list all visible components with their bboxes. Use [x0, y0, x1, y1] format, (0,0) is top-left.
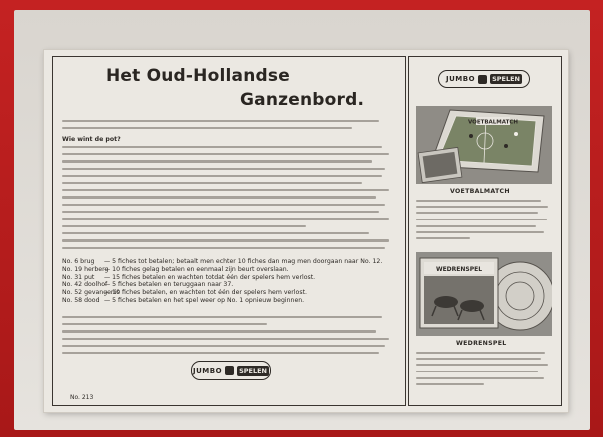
rule-row: [62, 297, 392, 305]
title-line-1: Het Oud-Hollandse: [106, 66, 290, 86]
jumbo-mark-icon: [478, 75, 487, 84]
catalog-number: No. 213: [70, 394, 94, 401]
intro-text-block: [62, 120, 392, 134]
brand-spelen: SPELEN: [239, 366, 267, 375]
rules-text-block: [62, 146, 392, 254]
square-rules-list: [62, 258, 392, 305]
wedrenspel-game-image: [416, 252, 552, 336]
wedrenspel-photo: [416, 252, 552, 336]
rule-square: No. 42 doolhof: [62, 281, 108, 289]
rule-row: [62, 274, 392, 282]
rule-square: No. 6 brug: [62, 258, 95, 265]
rule-square: No. 52 gevangenis: [62, 289, 120, 297]
rule-row: [62, 281, 392, 289]
jumbo-mark-icon: [225, 366, 234, 375]
title-line-2: Ganzenbord.: [240, 90, 365, 110]
closing-text-block: [62, 316, 392, 359]
rule-square: No. 58 dood: [62, 296, 100, 304]
rule-text: — 15 fiches betalen en wachten totdat één der spelers hem verlost.: [104, 273, 316, 281]
section-heading: Wie wint de pot?: [62, 136, 121, 143]
brand-name: JUMBO: [193, 366, 223, 375]
voetbalmatch-caption: VOETBALMATCH: [450, 188, 510, 195]
voetbalmatch-game-image: [416, 106, 552, 184]
rule-row: [62, 258, 392, 266]
wedrenspel-description: [416, 352, 552, 389]
voetbalmatch-photo: [416, 106, 552, 184]
rule-text: — 5 fiches tot betalen; betaalt men echter 10 fiches dan mag men doorgaan naar No. 12.: [104, 258, 383, 265]
voetbalmatch-description: [416, 200, 552, 243]
jumbo-spelen-logo: [191, 361, 271, 380]
rule-text: — 5 fiches betalen en teruggaan naar 37.: [104, 281, 234, 289]
wedrenspel-photo-title: WEDRENSPEL: [435, 266, 483, 273]
brand-spelen: SPELEN: [492, 75, 520, 83]
rules-sheet: [44, 50, 568, 412]
rule-text: — 10 fiches betalen, en wachten tot één der spelers hem verlost.: [104, 289, 307, 297]
brand-name: JUMBO: [446, 75, 476, 83]
wedrenspel-caption: WEDRENSPEL: [456, 340, 507, 347]
rule-text: — 5 fiches betalen en het spel weer op No. 1 opnieuw beginnen.: [104, 296, 305, 304]
jumbo-spelen-logo-header: [438, 70, 530, 88]
voetbalmatch-photo-title: VOETBALMATCH: [468, 119, 518, 126]
rule-square: No. 31 put: [62, 273, 95, 281]
rule-row: [62, 289, 392, 297]
rule-square: No. 19 herberg: [62, 265, 109, 273]
rule-row: [62, 266, 392, 274]
rule-text: — 10 fiches gelag betalen en eenmaal zijn beurt overslaan.: [104, 265, 289, 273]
